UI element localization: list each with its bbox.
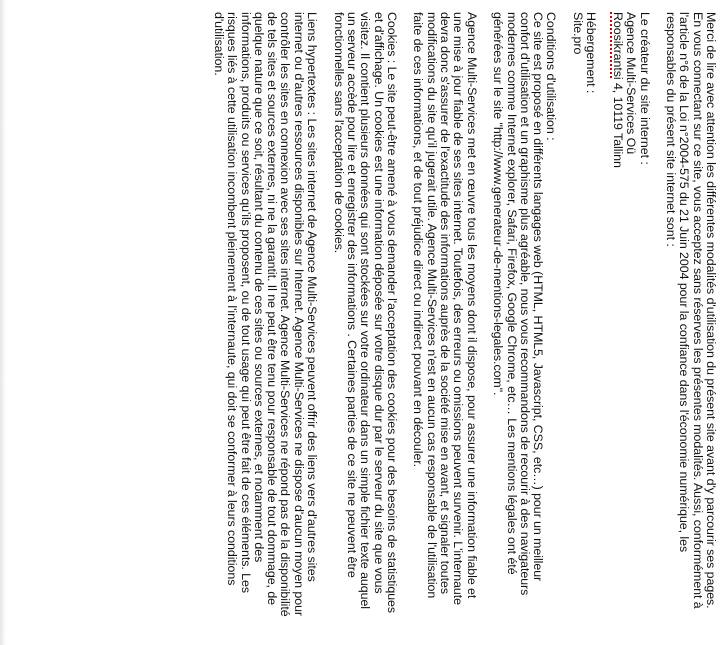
- hosting-value: Site.pro: [571, 12, 586, 55]
- address-rest: 4, 10119 Tallinn: [610, 79, 625, 168]
- intro-text: Merci de lire avec attention les différentes modalités d'utilisation du présent site avant d'y parcourir ses pages. En vous connectant sur ce site, vous acceptez sans réserves les présentes modalités. Aussi, conformément à l'article n°6 de la Loi n°2004-575 du 21 Juin 2004 pour la confiance dans l'économie numérique, les responsables du présent site internet sont :: [664, 12, 718, 609]
- conditions-section: [491, 12, 557, 622]
- creator-heading: Le créateur du site internet :: [637, 12, 652, 165]
- intro-paragraph: [664, 12, 717, 622]
- links-text: Liens hypertextes : Les sites internet de Agence Multi-Services peuvent offrir des liens vers d'autres sites internet ou d'autres ressources disponibles sur Internet. Agence Multi-Services ne dispose d'aucun moyen pour contrôler les sites en connexion avec ses sites internet. Agence Multi-Services ne répond pas de la disponibilité de tels sites et sources externes, ni ne la garantit. Il ne peut être tenu pour responsable de tout dommage, de quelque nature que ce soit, résultant du contenu de ces sites ou sources externes, et notamment des informations, produits ou services qu'ils proposent, ou de tout usage qui peut être fait de ces éléments. Les risques liés à cette utilisation incombent pleinement à l'internaute, qui doit se conformer à leurs conditions d'utilisation.: [212, 12, 320, 617]
- creator-section: [611, 12, 651, 622]
- cookies-paragraph: [331, 12, 397, 622]
- conditions-heading: Conditions d'utilisation :: [544, 12, 559, 141]
- hosting-section: [571, 12, 598, 622]
- creator-name: Agence Multi-Services Oü: [624, 12, 639, 155]
- legal-notice-document: [5, 12, 717, 622]
- agency-text: Agence Multi-Services met en œuvre tous les moyens dont il dispose, pour assurer une information fiable et une mise à jour fiable de ses sites internet. Toutefois, des erreurs ou omissions peuvent survenir. L'internaute devra donc s'assurer de l'exactitude des informations auprès de la société mise en avant, et signaler toutes modifications du site qu'il jugerait utile. Agence Multi-Services n'est en aucun cas responsable de l'utilisation faite de ces informations, et de tout préjudice direct ou indirect pouvant en découler.: [411, 12, 479, 605]
- conditions-text: Ce site est proposé en différents langages web (HTML, HTML5, Javascript, CSS, etc…) pour un meilleur confort d'utilisation et un graphisme plus agréable, nous vous recommandons de recourir à des navigateurs modernes comme Internet explorer, Safari, Firefox, Google Chrome, etc… Les mentions légales ont été générées sur le site "http://www.generateur-de-mentions-legales.com".: [491, 12, 546, 596]
- hosting-heading: Hébergement :: [584, 12, 599, 94]
- links-paragraph: [212, 12, 318, 622]
- cookies-text: Cookies : Le site peut-être amené à vous demander l'acceptation des cookies pour des besoins de statistiques et d'affichage. Un cookies est une information déposée sur votre disque dur par le serveur du site que vous visitez. Il contient plusieurs données qui sont stockées sur votre ordinateur dans un simple fichier texte auquel un serveur accède pour lire et enregistrer des informations . Certaines parties de ce site ne peuvent être fonctionnelles sans l'acceptation de cookies.: [331, 12, 399, 614]
- creator-address: [611, 12, 624, 622]
- agency-paragraph: [411, 12, 477, 622]
- address-street: Roosikrantsi: [610, 12, 625, 80]
